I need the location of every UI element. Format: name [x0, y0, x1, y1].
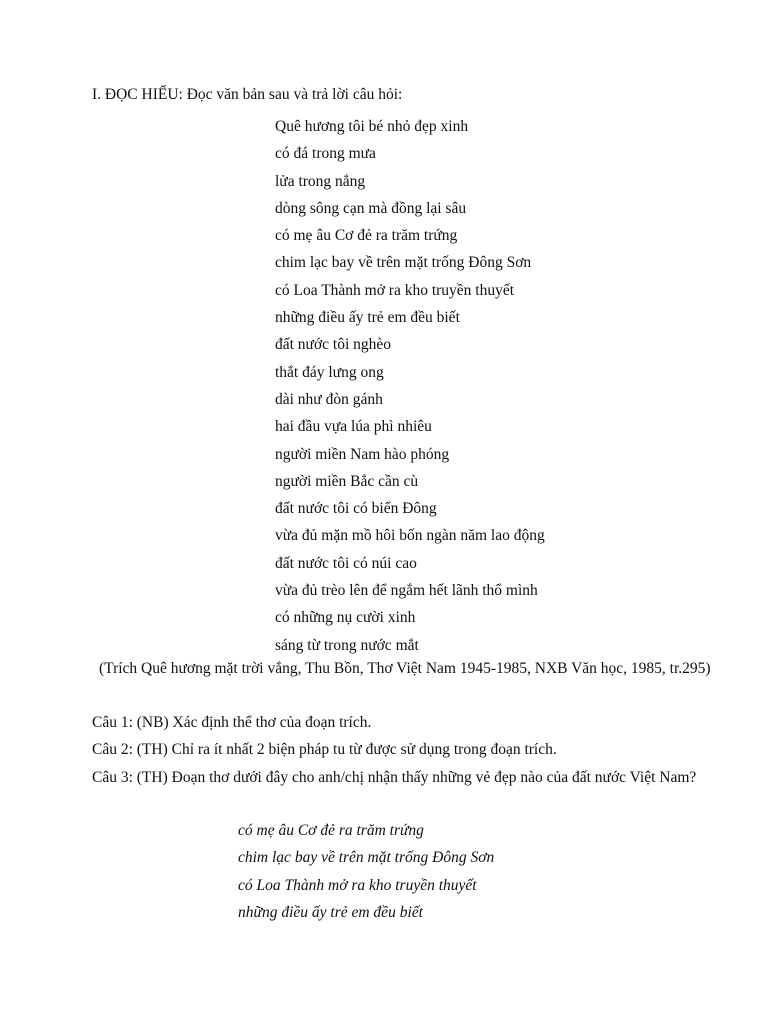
section-heading: I. ĐỌC HIỂU: Đọc văn bản sau và trả lời câu hỏi: — [92, 86, 403, 103]
poem-line: đất nước tôi có núi cao — [275, 554, 417, 572]
poem-line: có Loa Thành mở ra kho truyền thuyết — [275, 281, 515, 299]
question-3: Câu 3: (TH) Đoạn thơ dưới đây cho anh/chị nhận thấy những vẻ đẹp nào của đất nước Việt Nam? — [92, 768, 697, 786]
poem-line: vừa đủ mặn mồ hôi bốn ngàn năm lao động — [275, 527, 545, 545]
poem-line: đất nước tôi có biển Đông — [275, 500, 437, 518]
poem-line: có mẹ âu Cơ đẻ ra trăm trứng — [275, 227, 458, 245]
poem-line: dài như đòn gánh — [275, 390, 383, 408]
poem-line: người miền Nam hào phóng — [275, 445, 450, 463]
poem-line: có những nụ cười xinh — [275, 609, 416, 627]
poem-line: dòng sông cạn mà đồng lại sâu — [275, 199, 467, 217]
poem-line: vừa đủ trèo lên để ngắm hết lãnh thổ mình — [275, 582, 538, 600]
question-1: Câu 1: (NB) Xác định thể thơ của đoạn trích. — [92, 714, 372, 731]
poem-line: thắt đáy lưng ong — [275, 363, 384, 381]
poem — [275, 113, 545, 659]
poem-source-citation: (Trích Quê hương mặt trời vắng, Thu Bồn, Thơ Việt Nam 1945-1985, NXB Văn học, 1985, tr.295) — [99, 660, 711, 677]
poem-line: đất nước tôi nghèo — [275, 336, 392, 354]
poem-line: người miền Bắc cần cù — [275, 472, 419, 490]
poem-line: lửa trong nắng — [275, 172, 366, 190]
poem-line: hai đầu vựa lúa phì nhiêu — [275, 418, 432, 436]
excerpt-line: những điều ấy trẻ em đều biết — [238, 903, 423, 921]
excerpt-line: có Loa Thành mở ra kho truyền thuyết — [238, 876, 477, 894]
poem-line: Quê hương tôi bé nhỏ đẹp xinh — [275, 118, 469, 135]
quoted-excerpt — [238, 817, 494, 926]
excerpt-line: có mẹ âu Cơ đẻ ra trăm trứng — [238, 822, 424, 839]
poem-line: chim lạc bay về trên mặt trống Đông Sơn — [275, 254, 532, 272]
excerpt-line: chim lạc bay về trên mặt trống Đông Sơn — [238, 849, 495, 867]
poem-line: những điều ấy trẻ em đều biết — [275, 309, 460, 327]
poem-line: có đá trong mưa — [275, 145, 376, 163]
question-list — [92, 709, 712, 791]
poem-line: sáng từ trong nước mắt — [275, 636, 419, 654]
question-2: Câu 2: (TH) Chỉ ra ít nhất 2 biện pháp tu từ được sử dụng trong đoạn trích. — [92, 741, 557, 759]
